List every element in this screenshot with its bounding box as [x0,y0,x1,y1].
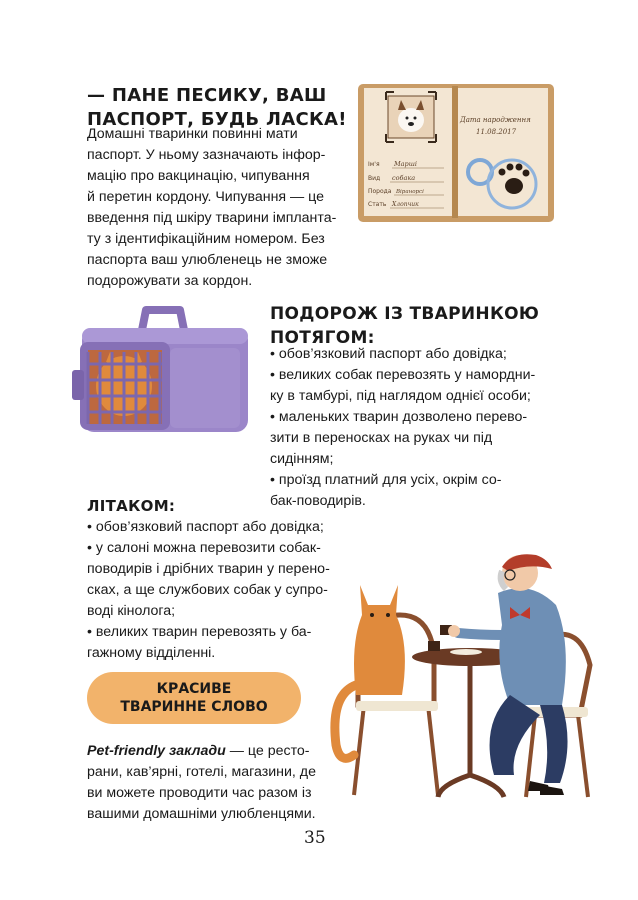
definition-term: Pet-friendly заклади [87,743,226,759]
cat-carrier-illustration [66,304,258,442]
list-train [270,344,535,512]
badge-line: КРАСИВЕ [156,681,232,697]
passport-breed-value: Віранорсі [396,189,424,195]
list-item: зити в переносках на руках чи під [270,430,493,446]
badge-line: ТВАРИННЕ СЛОВО [120,699,268,715]
list-item: • обов’язковий паспорт або довідка; [270,346,507,362]
text-line: паспорта ваш улюбленець не зможе [87,252,328,268]
passport-date-value: 11.08.2017 [476,128,517,136]
list-item: сках, а ще службових собак у супро- [87,582,328,598]
title-line: ПОДОРОЖ ІЗ ТВАРИНКОЮ [270,304,540,324]
text-line: введення під шкіру тварини імпланта- [87,210,337,226]
passport-species-label: Вид [368,175,381,182]
section-title-train [270,302,539,350]
passport-name-label: Ім'я [368,161,380,168]
list-item: • великих собак перевозять у намордни- [270,367,536,383]
passport-breed-label: Порода [368,188,392,195]
list-item: • обов’язковий паспорт або довідка; [87,519,324,535]
title-line: ЛІТАКОМ: [87,497,176,515]
list-item: гажному відділенні. [87,645,216,661]
text-line: й перетин кордону. Чипування — це [87,189,325,205]
text-line: подорожувати за кордон. [87,273,253,289]
passport-species-value: собака [392,174,416,182]
passport-name-value: Марші [394,160,417,168]
text-line: вашими домашніми улюбленцями. [87,806,316,822]
paragraph-passport [87,124,336,292]
title-line: ПАСПОРТ, БУДЬ ЛАСКА! [87,109,347,130]
list-item: • у салоні можна перевозити собак- [87,540,321,556]
text-line: ту з ідентифікаційним номером. Без [87,231,325,247]
list-item: • великих тварин перевозять у ба- [87,624,312,640]
list-item: бак-поводирів. [270,493,366,509]
passport-sex-label: Стать [368,201,387,208]
beautiful-word-badge [87,672,301,724]
title-line: ПОТЯГОМ: [270,328,375,348]
list-item: • проїзд платний для усіх, окрім со- [270,472,502,488]
list-item: ку в тамбурі, під наглядом однієї особи; [270,388,531,404]
page-number: 35 [304,828,326,848]
cafe-cat-grandma-illustration [330,545,600,810]
list-plane [87,517,330,664]
section-title-plane [87,494,175,518]
definition-paragraph [87,741,316,825]
passport-sex-value: Хлопчик [392,201,419,208]
text-line: паспорт. У ньому зазначають інфор- [87,147,326,163]
text-line: ви можете проводити час разом із [87,785,312,801]
list-item: воді кінолога; [87,603,176,619]
text-line: Домашні тваринки повинні мати [87,126,298,142]
passport-date-label: Дата народження [460,116,531,124]
definition-text: — це ресто- [225,743,310,759]
title-line: — ПАНЕ ПЕСИКУ, ВАШ [87,85,327,106]
text-line: мацію про вакцинацію, чипування [87,168,310,184]
definition-first-line [87,741,316,762]
pet-passport-illustration [356,80,556,226]
list-item: сидінням; [270,451,334,467]
list-item: поводирів і дрібних тварин у перено- [87,561,330,577]
text-line: рани, кав’ярні, готелі, магазини, де [87,764,316,780]
list-item: • маленьких тварин дозволено перево- [270,409,528,425]
